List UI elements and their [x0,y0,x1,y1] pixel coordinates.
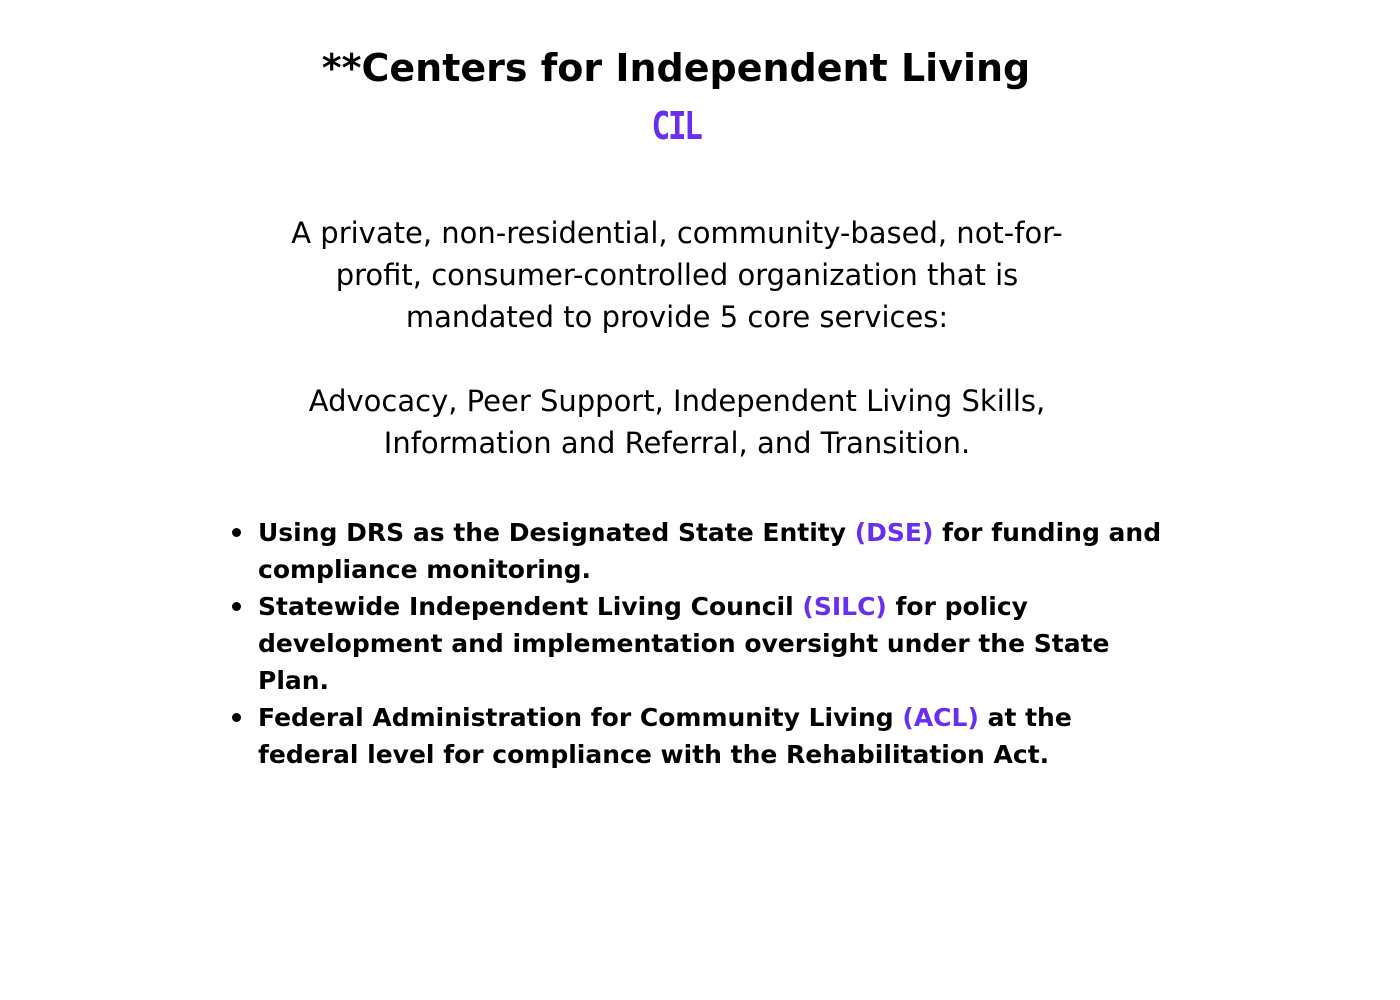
list-item-acronym: (ACL) [902,703,979,732]
bullet-icon [232,713,241,722]
list-item-text: for policy development and implementation oversight under the State Plan. [258,592,1110,695]
page-title: **Centers for Independent Living [321,46,1031,90]
list-item-text: Federal Administration for Community Living [258,703,903,732]
description-line: mandated to provide 5 core services: [405,300,949,334]
bullet-icon [232,528,241,537]
list-item-text: at the federal level for compliance with the Rehabilitation Act. [258,703,1072,769]
list-item-text: Statewide Independent Living Council [258,592,803,621]
list-item-text: for funding and compliance monitoring. [258,518,1162,584]
list-item-text: Using DRS as the Designated State Entity [258,518,855,547]
paragraph-gap [277,338,1077,380]
title-acronym: CIL [651,104,701,148]
description-line: Advocacy, Peer Support, Independent Living Skills, [308,384,1046,418]
list-item [258,699,1178,773]
list-item-acronym: (DSE) [854,518,934,547]
list-item-acronym: (SILC) [802,592,887,621]
list-item [258,588,1178,699]
description-line: Information and Referral, and Transition. [383,426,971,460]
description-paragraph [277,212,1077,464]
description-line: A private, non-residential, community-based, not-for- [291,216,1063,250]
oversight-list [258,514,1178,773]
description-line: profit, consumer-controlled organization that is [335,258,1019,292]
list-item [258,514,1178,588]
bullet-icon [232,602,241,611]
